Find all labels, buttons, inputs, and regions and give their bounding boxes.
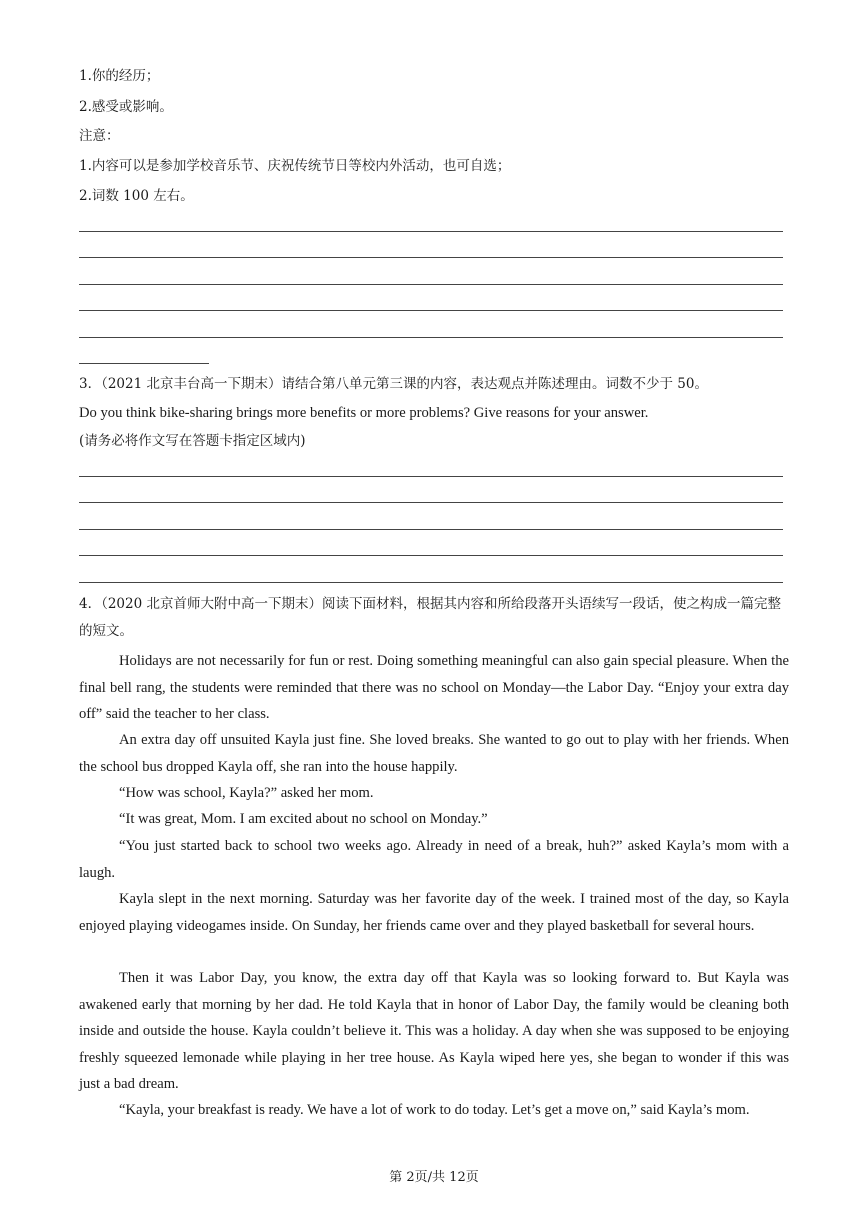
passage-paragraph-7: Then it was Labor Day, you know, the extra day off that Kayla was so looking forward to. But Kayla was awakened early that morning by her dad. He told Kayla that in honor of Labor Day, the family would be cleaning both inside and outside the house. Kayla couldn’t believe it. This was a holiday. A day when she was supposed to be enjoying freshly squeezed lemonade while playing in her tree house. As Kayla wiped here yes, she began to wonder if this was just a bad dream. [79,970,789,1092]
answer-line [79,337,783,338]
answer-line [79,257,783,258]
answer-line [79,284,783,285]
passage-paragraph-2: An extra day off unsuited Kayla just fine. She loved breaks. She wanted to go out to play with her friends. When the school bus dropped Kayla off, she ran into the house happily. [79,732,789,775]
note-label: 注意： [79,128,120,144]
answer-line [79,582,783,583]
requirement-1: 1.你的经历； [79,68,160,84]
note-1: 1.内容可以是参加学校音乐节、庆祝传统节日等校内外活动，也可自选； [79,158,511,174]
answer-line-short [79,363,209,364]
question-3-heading: 3．（2021 北京丰台高一下期末）请结合第八单元第三课的内容，表达观点并陈述理由。词数不少于 50。 [79,376,708,392]
question-3-note: (请务必将作文写在答题卡指定区域内) [79,433,306,449]
passage-paragraph-5: “You just started back to school two weeks ago. Already in need of a break, huh?” asked Kayla’s mom with a laugh. [79,838,789,881]
answer-line [79,310,783,311]
question-3-prompt: Do you think bike-sharing brings more benefits or more problems? Give reasons for your answer. [79,405,649,421]
answer-line [79,529,783,530]
passage-paragraph-3: “How was school, Kayla?” asked her mom. [119,785,374,801]
passage-paragraph-1: Holidays are not necessarily for fun or rest. Doing something meaningful can also gain special pleasure. When the final bell rang, the students were reminded that there was no school on Monday—the Labor Day. “Enjoy your extra day off” said the teacher to her class. [79,653,789,722]
answer-line [79,231,783,232]
passage-paragraph-4: “It was great, Mom. I am excited about no school on Monday.” [119,811,488,827]
note-2: 2.词数 100 左右。 [79,188,194,204]
question-4-heading: 4．（2020 北京首师大附中高一下期末）阅读下面材料，根据其内容和所给段落开头语续写一段话，使之构成一篇完整的短文。 [79,596,781,639]
answer-line [79,555,783,556]
page-number-footer: 第 2页/共 12页 [389,1170,479,1185]
answer-line [79,476,783,477]
passage-paragraph-8: “Kayla, your breakfast is ready. We have a lot of work to do today. Let’s get a move on,” said Kayla’s mom. [119,1102,750,1118]
requirement-2: 2.感受或影响。 [79,99,173,115]
passage-paragraph-6: Kayla slept in the next morning. Saturday was her favorite day of the week. I trained most of the day, so Kayla enjoyed playing videogames inside. On Sunday, her friends came over and they played basketball for several hours. [79,891,789,934]
answer-line [79,502,783,503]
